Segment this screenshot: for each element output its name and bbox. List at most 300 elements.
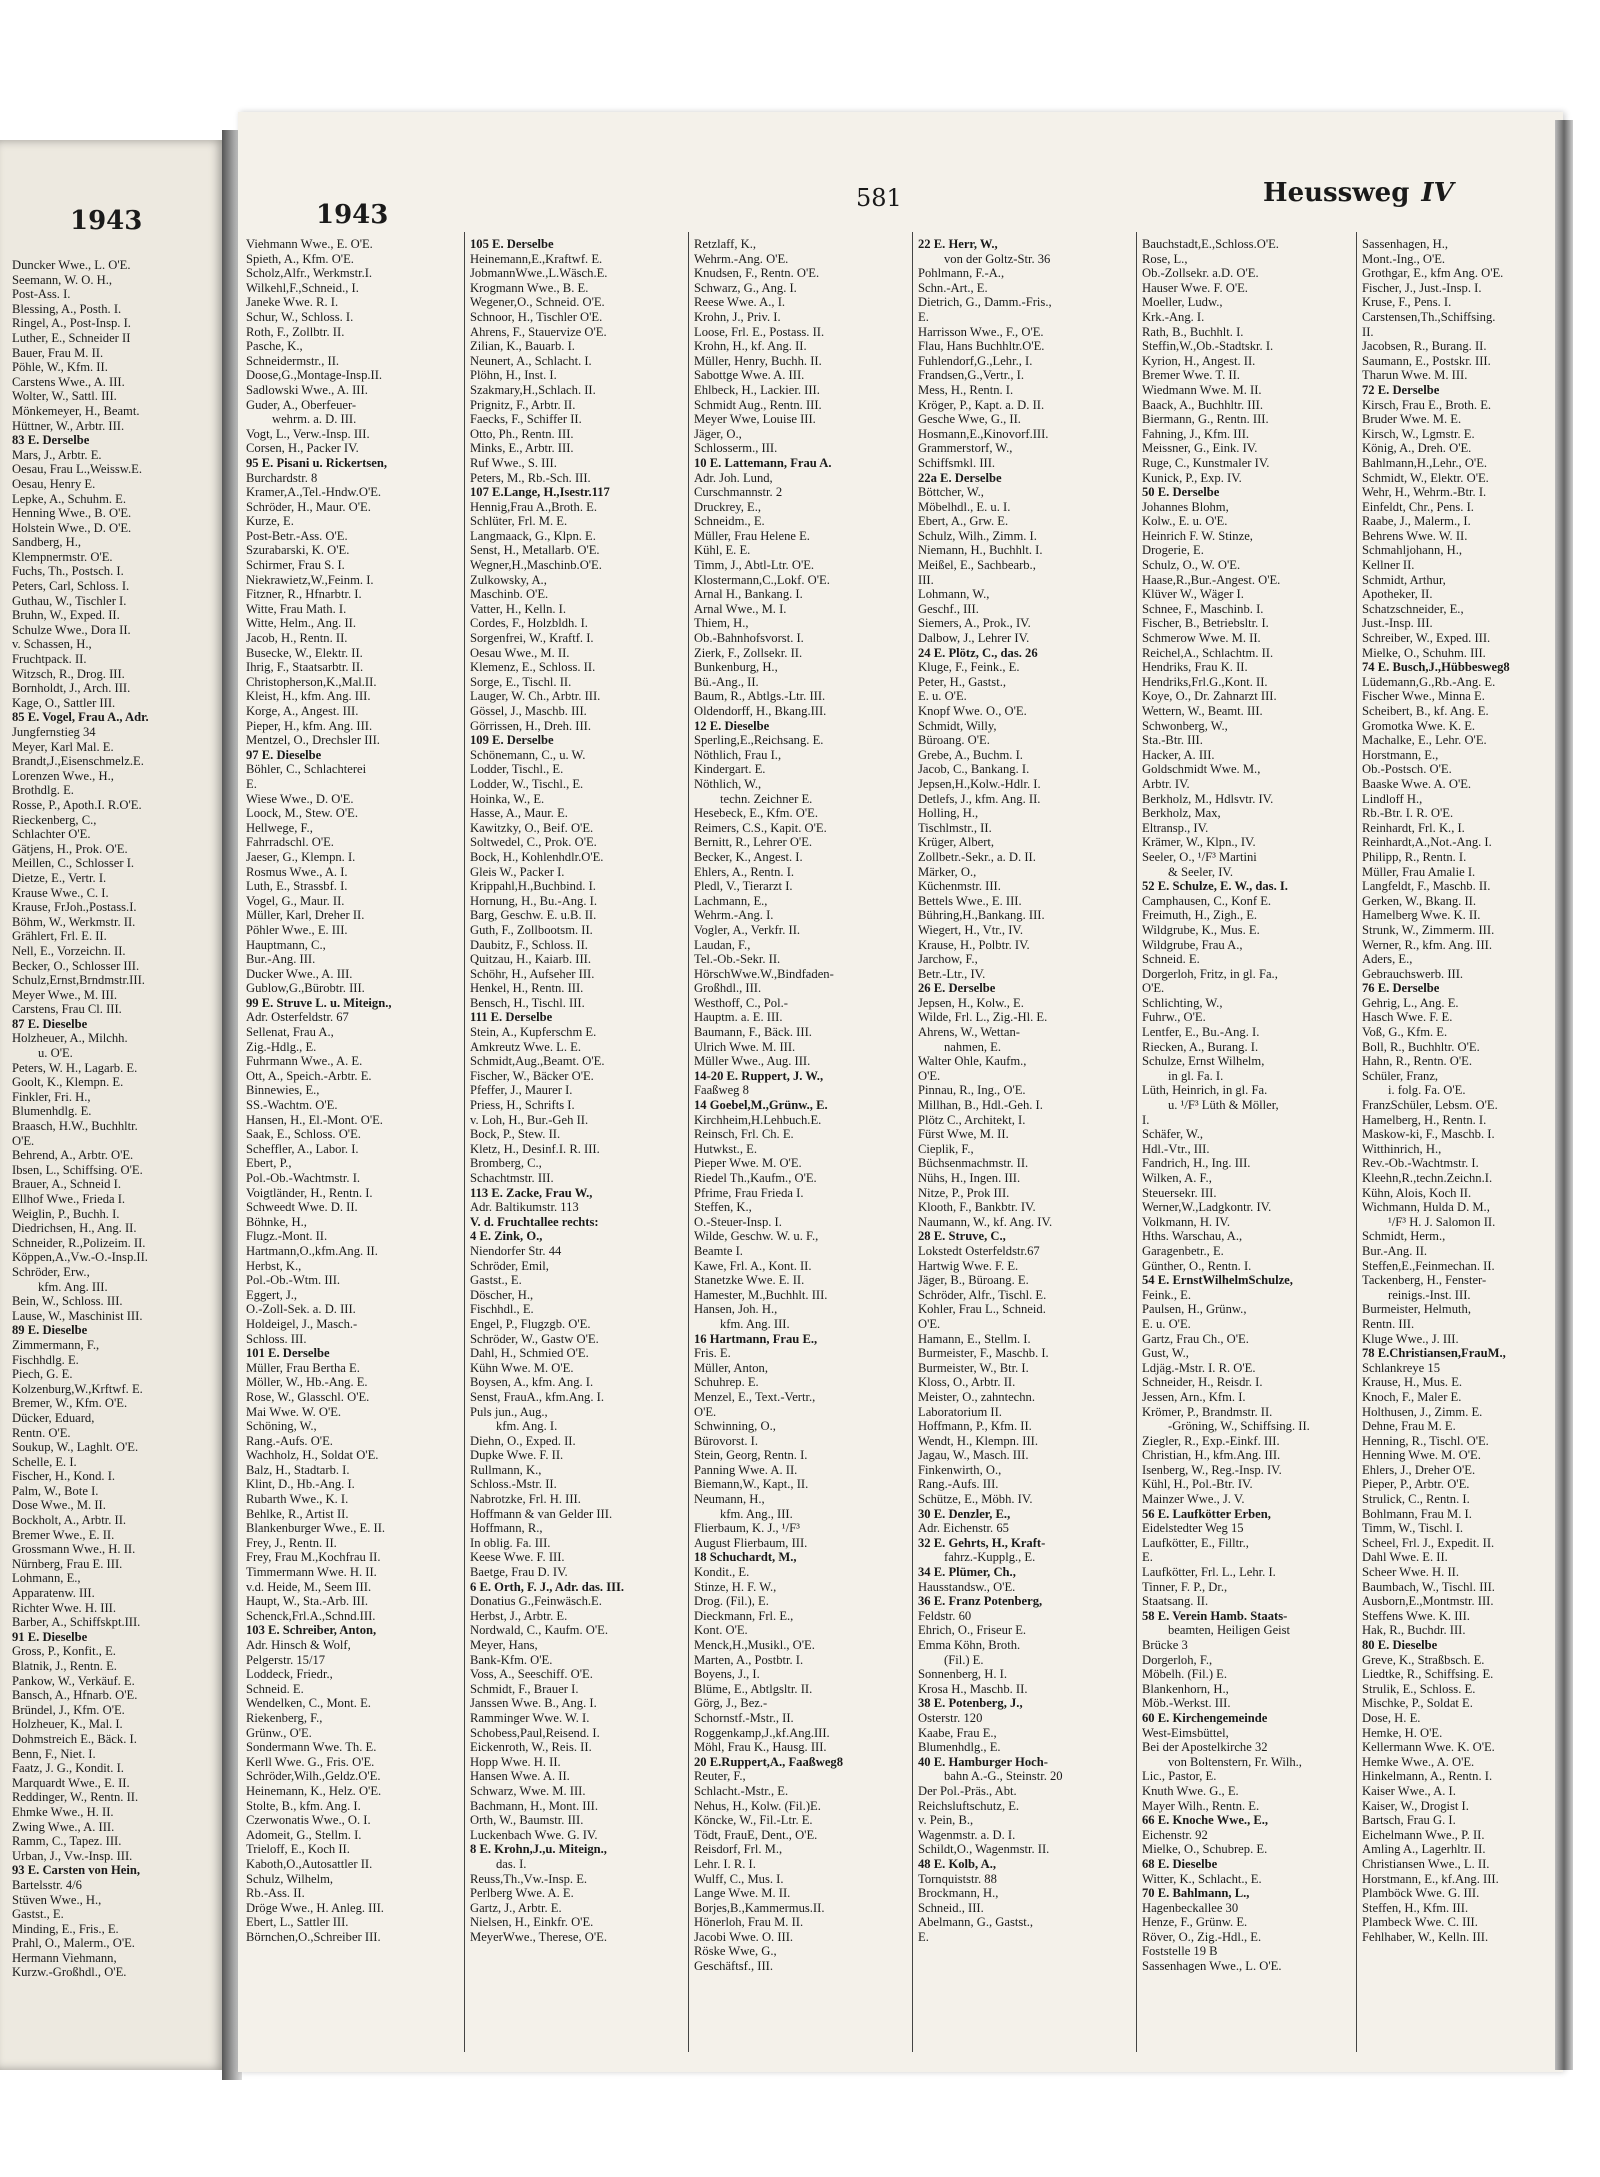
directory-entry: Stanetzke Wwe. E. II. [694, 1273, 805, 1288]
directory-entry: Hartmann,O.,kfm.Ang. II. [246, 1243, 378, 1258]
directory-entry: u. O'E. [38, 1046, 73, 1061]
directory-entry: Grossmann Wwe., H. II. [12, 1542, 136, 1557]
directory-entry: i. folg. Fa. O'E. [1388, 1083, 1466, 1098]
left-page-year: 1943 [70, 206, 143, 236]
directory-entry: Bromberg, C., [470, 1156, 542, 1171]
directory-entry: Nehus, H., Kolw. (Fil.)E. [694, 1798, 821, 1813]
directory-entry: Meister, O., zahntechn. [918, 1389, 1035, 1404]
directory-entry: Mai Wwe. W. O'E. [246, 1404, 342, 1419]
directory-entry: 52 E. Schulze, E. W., das. I. [1142, 879, 1288, 894]
directory-entry: Bettels Wwe., E. III. [918, 893, 1022, 908]
directory-entry: Dahl, H., Schmied O'E. [470, 1346, 589, 1361]
directory-entry: Panning Wwe. A. II. [694, 1462, 798, 1477]
directory-entry: Schatzschneider, E., [1362, 601, 1464, 616]
directory-entry: Jepsen, H., Kolw., E. [918, 995, 1024, 1010]
directory-entry: Mielke, O., Schubrep. E. [1142, 1842, 1268, 1857]
directory-entry: Harrisson Wwe., F., O'E. [918, 324, 1044, 339]
directory-entry: Heinemann,E.,Kraftwf. E. [470, 251, 603, 266]
directory-entry: Krüger, Albert, [918, 835, 995, 850]
directory-entry: Schornstf.-Mstr., II. [694, 1710, 794, 1725]
directory-entry: Mayer Wilh., Rentn. E. [1142, 1798, 1260, 1813]
directory-entry: Rubarth Wwe., K. I. [246, 1492, 349, 1507]
directory-entry: Kloss, O., Arbtr. II. [918, 1375, 1016, 1390]
directory-entry: Schulz,Ernst,Brndmstr.III. [12, 973, 145, 988]
directory-entry: Dröge Wwe., H. Anleg. III. [246, 1900, 384, 1915]
directory-entry: Freimuth, H., Zigh., E. [1142, 908, 1258, 923]
directory-entry: Fischer, B., Betriebsltr. I. [1142, 616, 1269, 631]
directory-entry: Küchenmstr. III. [918, 879, 1001, 894]
directory-entry: Nielsen, H., Einkfr. O'E. [470, 1915, 594, 1930]
directory-entry: Fris. E. [694, 1346, 731, 1361]
directory-entry: Schlüter, Frl. M. E. [470, 514, 568, 529]
directory-entry: Mainzer Wwe., J. V. [1142, 1492, 1245, 1507]
directory-entry: Riedel Th.,Kaufm., O'E. [694, 1171, 817, 1185]
directory-entry: Schulz, O., W. O'E. [1142, 558, 1241, 573]
directory-entry: Schmidt Aug., Rentn. III. [694, 397, 822, 412]
directory-entry: Witter, K., Schlacht., E. [1142, 1871, 1262, 1886]
directory-entry: Reuss,Th.,Vw.-Insp. E. [470, 1871, 588, 1886]
directory-entry: Machalke, E., Lehr. O'E. [1362, 733, 1487, 748]
directory-entry: 28 E. Struve, C., [918, 1229, 1006, 1244]
directory-entry: Jacob, C., Bankang. I. [918, 762, 1030, 777]
directory-entry: in gl. Fa. I. [1168, 1068, 1224, 1083]
directory-entry: Tödt, FrauE, Dent., O'E. [694, 1827, 818, 1842]
directory-entry: Burmeister, Helmuth, [1362, 1302, 1471, 1317]
directory-entry: Zilian, K., Bauarb. I. [470, 339, 575, 354]
directory-entry: Hellwege, F., [246, 820, 313, 835]
directory-entry: Mischke, P., Soldat E. [1362, 1696, 1473, 1711]
directory-entry: Wilken, A. F., [1142, 1171, 1212, 1185]
directory-entry: Knuth Wwe. G., E. [1142, 1783, 1239, 1798]
directory-entry: Jaeser, G., Klempn. I. [246, 849, 356, 864]
directory-entry: Strunk, W., Zimmerm. III. [1362, 922, 1495, 937]
directory-entry: Kunick, P., Exp. IV. [1142, 470, 1242, 485]
directory-entry: Finkenwirth, O., [918, 1462, 1002, 1477]
directory-entry: In oblig. Fa. III. [470, 1535, 551, 1550]
directory-entry: Bensch, H., Tischl. III. [470, 995, 585, 1010]
directory-entry: Ehrich, O., Friseur E. [918, 1623, 1027, 1638]
directory-entry: Sassenhagen, H., [1362, 237, 1449, 251]
directory-entry: Biemann,W., Kapt., II. [694, 1477, 809, 1492]
directory-entry: Klemenz, E., Schloss. II. [470, 660, 596, 675]
directory-entry: Bürovorst. I. [694, 1433, 759, 1448]
directory-entry: Holthusen, J., Zimm. E. [1362, 1404, 1483, 1419]
directory-entry: Fuhrw., O'E. [1142, 1010, 1206, 1025]
directory-entry: 87 E. Dieselbe [12, 1016, 88, 1031]
directory-entry: Marquardt Wwe., E. II. [12, 1775, 130, 1790]
directory-entry: Hasch Wwe. F. E. [1362, 1010, 1453, 1025]
directory-entry: Fandrich, H., Ing. III. [1142, 1156, 1251, 1171]
directory-entry: Bremer Wwe., E. II. [12, 1527, 115, 1542]
directory-entry: JobmannWwe.,L.Wäsch.E. [470, 266, 608, 281]
directory-entry: O'E. [12, 1133, 35, 1148]
directory-entry: Rose, W., Glasschl. O'E. [246, 1389, 370, 1404]
directory-entry: Finkler, Fri. H., [12, 1089, 91, 1104]
directory-entry: Guthau, W., Tischler I. [12, 593, 127, 608]
directory-entry: Schneid. E. [1142, 952, 1200, 967]
directory-entry: Schneid. E. [246, 1681, 304, 1696]
directory-entry: Günther, O., Rentn. I. [1142, 1258, 1252, 1273]
directory-entry: Christopherson,K.,Mal.II. [246, 674, 377, 689]
directory-entry: Quitzau, H., Kaiarb. III. [470, 952, 591, 967]
directory-entry: Luther, E., Schneider II [12, 330, 131, 345]
directory-entry: Rang.-Aufs. O'E. [246, 1433, 333, 1448]
directory-entry: Goldschmidt Wwe. M., [1142, 762, 1261, 777]
directory-entry: Paulsen, H., Grünw., [1142, 1302, 1247, 1317]
directory-entry: Baack, A., Buchhltr. III. [1142, 397, 1264, 412]
directory-entry: Lüdemann,G.,Rb.-Ang. E. [1362, 674, 1496, 689]
directory-entry: Bremer, W., Kfm. O'E. [12, 1396, 128, 1411]
directory-entry: Kramer,A.,Tel.-Hndw.O'E. [246, 485, 382, 500]
directory-entry: Henning Wwe. M. O'E. [1362, 1448, 1481, 1463]
directory-entry: Stein, A., Kupferschm E. [470, 1025, 597, 1040]
directory-entry: 105 E. Derselbe [470, 237, 554, 251]
column-divider [464, 232, 465, 2052]
directory-entry: Pfrime, Frau Frieda I. [694, 1185, 804, 1200]
directory-entry: Bachmann, H., Mont. III. [470, 1798, 599, 1813]
directory-entry: Jäger, B., Büroang. E. [918, 1273, 1029, 1288]
directory-entry: Klooth, F., Bankbtr. IV. [918, 1200, 1036, 1215]
directory-entry: Cieplik, F., [918, 1141, 974, 1156]
directory-entry: Großhdl., III. [694, 981, 762, 996]
directory-entry: Pieper, P., Arbtr. O'E. [1362, 1477, 1470, 1492]
directory-entry: Kühn, Alois, Koch II. [1362, 1185, 1472, 1200]
directory-entry: Roth, F., Zollbtr. II. [246, 324, 345, 339]
directory-entry: Duncker Wwe., L. O'E. [12, 258, 131, 272]
directory-entry: Schröder, Alfr., Tischl. E. [918, 1287, 1047, 1302]
directory-entry: Faaßweg 8 [694, 1083, 749, 1098]
directory-entry: Ldjäg.-Mstr. I. R. O'E. [1142, 1360, 1256, 1375]
directory-entry: Ob.-Bahnhofsvorst. I. [694, 631, 804, 646]
directory-entry: Holstein Wwe., D. O'E. [12, 520, 132, 535]
directory-entry: Witthinrich, H., [1362, 1141, 1442, 1156]
directory-entry: Werner, R., kfm. Ang. III. [1362, 937, 1492, 952]
directory-entry: Knopf Wwe. O., O'E. [918, 704, 1027, 718]
directory-column-2 [470, 237, 684, 1944]
directory-entry: 113 E. Zacke, Frau W., [470, 1185, 593, 1200]
directory-entry: kfm. Ang., III. [720, 1506, 793, 1521]
directory-entry: Mönkemeyer, H., Beamt. [12, 403, 140, 418]
directory-entry: Gehrig, L., Ang. E. [1362, 995, 1459, 1010]
directory-entry: Schmidt, Herm., [1362, 1229, 1446, 1244]
directory-entry: Ebert, A., Grw. E. [918, 514, 1009, 529]
directory-entry: Wilde, Frl. L., Zig.-Hl. E. [918, 1010, 1048, 1025]
directory-entry: Vogler, A., Verkfr. II. [694, 922, 801, 937]
directory-entry: Wiedmann Wwe. M. II. [1142, 382, 1262, 397]
directory-entry: Pledl, V., Tierarzt I. [694, 879, 793, 894]
directory-entry: Schirmer, Frau S. I. [246, 558, 345, 573]
directory-entry: Meißel, E., Sachbearb., [918, 558, 1036, 573]
directory-entry: Guth, F., Zollbootsm. II. [470, 922, 593, 937]
directory-entry: 60 E. Kirchengemeinde [1142, 1710, 1268, 1725]
directory-entry: Gastst., E. [12, 1907, 64, 1922]
directory-entry: Röske Wwe, G., [694, 1944, 777, 1959]
directory-entry: Dahl Wwe. E. II. [1362, 1550, 1448, 1565]
directory-entry: Bur.-Ang. III. [246, 952, 316, 967]
directory-entry: Lokstedt Osterfeldstr.67 [918, 1243, 1040, 1258]
directory-entry: Dorgerloh, Fritz, in gl. Fa., [1142, 966, 1278, 981]
directory-entry: Laudan, F., [694, 937, 751, 952]
directory-entry: Burmeister, F., Maschb. I. [918, 1346, 1049, 1361]
directory-entry: Schüler, Franz, [1362, 1068, 1439, 1083]
directory-entry: Detlefs, J., kfm. Ang. II. [918, 791, 1041, 806]
directory-entry: Cordes, F., Holzbldh. I. [470, 616, 588, 631]
directory-entry: Nabrotzke, Frl. H. III. [470, 1492, 581, 1507]
directory-entry: Rullmann, K., [470, 1462, 542, 1477]
directory-entry: Lentfer, E., Bu.-Ang. I. [1142, 1025, 1260, 1040]
right-page-year: 1943 [316, 200, 389, 230]
directory-entry: Nürnberg, Frau E. III. [12, 1556, 123, 1571]
directory-entry: Fischer, J., Just.-Insp. I. [1362, 280, 1482, 295]
directory-entry: Jungfernstieg 34 [12, 725, 96, 739]
directory-entry: Hagenbeckallee 30 [1142, 1900, 1239, 1915]
directory-entry: Reinhardt, Frl. K., I. [1362, 820, 1465, 835]
directory-entry: Baumann, F., Bäck. III. [694, 1025, 812, 1040]
directory-entry: Kolzenburg,W.,Krftwf. E. [12, 1381, 143, 1396]
directory-entry: Steffen, H., Kfm. III. [1362, 1900, 1469, 1915]
directory-entry: FranzSchüler, Lebsm. O'E. [1362, 1098, 1498, 1113]
directory-entry: Meillen, C., Schlosser I. [12, 856, 135, 871]
directory-entry: Rb.-Ass. II. [246, 1886, 305, 1901]
directory-entry: Arbtr. IV. [1142, 776, 1190, 791]
directory-entry: Wiegert, H., Vtr., IV. [918, 922, 1024, 937]
directory-entry: Timm, J., Abtl-Ltr. O'E. [694, 558, 815, 573]
directory-entry: Schelle, E. I. [12, 1454, 77, 1469]
directory-entry: Frandsen,G.,Vertr., I. [918, 368, 1024, 383]
directory-entry: Kyrion, H., Angest. II. [1142, 353, 1256, 368]
page-number: 581 [856, 184, 902, 212]
directory-entry: Oesau, Henry E. [12, 476, 96, 491]
directory-entry: Einfeldt, Chr., Pens. I. [1362, 499, 1474, 514]
directory-entry: 80 E. Dieselbe [1362, 1638, 1438, 1652]
directory-entry: 111 E. Derselbe [470, 1010, 553, 1025]
directory-entry: Kawe, Frl. A., Kont. II. [694, 1258, 812, 1273]
directory-entry: Hamann, E., Stellm. I. [918, 1331, 1031, 1346]
directory-entry: Schwinning, O., [694, 1419, 776, 1434]
directory-entry: Scheffler, A., Labor. I. [246, 1141, 359, 1156]
directory-entry: Kluge, F., Feink., E. [918, 660, 1020, 675]
directory-entry: Ahrens, W., Wettan- [918, 1025, 1020, 1040]
directory-entry: Spieth, A., Kfm. O'E. [246, 251, 354, 266]
directory-entry: Hauptm. a. E. III. [694, 1010, 783, 1025]
directory-entry: Doose,G.,Montage-Insp.II. [246, 368, 383, 383]
directory-entry: Seemann, W. O. H., [12, 272, 113, 287]
directory-entry: Zollbetr.-Sekr., a. D. II. [918, 849, 1036, 864]
directory-entry: Reinsch, Frl. Ch. E. [694, 1127, 794, 1142]
directory-entry: Jagau, W., Masch. III. [918, 1448, 1029, 1463]
directory-entry: Pfeffer, J., Maurer I. [470, 1083, 573, 1098]
directory-entry: Gätjens, H., Prok. O'E. [12, 841, 128, 856]
directory-entry: Schmahljohann, H., [1362, 543, 1463, 558]
directory-entry: Meyer, Karl Mal. E. [12, 739, 114, 754]
directory-entry: Blüme, E., Abtlgsltr. II. [694, 1681, 813, 1696]
directory-entry: Isenberg, W., Reg.-Insp. IV. [1142, 1462, 1282, 1477]
directory-entry: beamten, Heiligen Geist [1168, 1623, 1291, 1638]
directory-entry: Oesau, Frau L.,Weissw.E. [12, 462, 143, 477]
directory-entry: Hak, R., Buchdr. III. [1362, 1623, 1466, 1638]
directory-entry: Laufkötter, E., Filltr., [1142, 1535, 1249, 1550]
directory-entry: Ehlers, J., Dreher O'E. [1362, 1462, 1476, 1477]
directory-entry: das. I. [496, 1856, 527, 1871]
directory-entry: Greve, K., Straßbsch. E. [1362, 1652, 1485, 1667]
directory-entry: Tackenberg, H., Fenster- [1362, 1273, 1487, 1288]
directory-entry: Krause, H., Mus. E. [1362, 1375, 1463, 1390]
directory-entry: Werner,W.,Ladgkontr. IV. [1142, 1200, 1272, 1215]
directory-entry: 34 E. Plümer, Ch., [918, 1565, 1016, 1580]
directory-entry: Krogmann Wwe., B. E. [470, 280, 589, 295]
directory-entry: Märker, O., [918, 864, 977, 879]
column-divider [912, 232, 913, 2052]
directory-entry: Binnewies, E., [246, 1083, 320, 1098]
directory-entry: Eltransp., IV. [1142, 820, 1209, 835]
directory-entry: Kruse, F., Pens. I. [1362, 295, 1452, 310]
directory-entry: Steffen, K., [694, 1200, 752, 1215]
directory-entry: 24 E. Plötz, C., das. 26 [918, 645, 1038, 660]
directory-entry: Steffens Wwe. K. III. [1362, 1608, 1470, 1623]
directory-entry: 4 E. Zink, O., [470, 1229, 543, 1244]
directory-entry: Rosse, P., Apoth.I. R.O'E. [12, 797, 142, 812]
directory-entry: O'E. [918, 1316, 941, 1331]
directory-entry: Otto, Ph., Rentn. III. [470, 426, 574, 441]
directory-entry: Bohlmann, Frau M. I. [1362, 1506, 1472, 1521]
directory-entry: Schlacht.-Mstr., E. [694, 1783, 789, 1798]
directory-entry: Betr.-Ltr., IV. [918, 966, 986, 981]
directory-entry: Hoffmann & van Gelder III. [470, 1506, 613, 1521]
directory-entry: Knoch, F., Maler E. [1362, 1389, 1462, 1404]
directory-entry: Maskow-ki, F., Maschb. I. [1362, 1127, 1495, 1142]
directory-entry: Mess, H., Rentn. I. [918, 382, 1014, 397]
directory-entry: Wendt, H., Klempn. III. [918, 1433, 1038, 1448]
directory-entry: Senst, FrauA., kfm.Ang. I. [470, 1389, 604, 1404]
directory-entry: Wagenmstr. a. D. I. [918, 1827, 1016, 1842]
directory-entry: Pol.-Ob.-Wachtmstr. I. [246, 1171, 361, 1185]
directory-entry: (Fil.) E. [944, 1652, 984, 1667]
directory-entry: Stüven Wwe., H., [12, 1892, 102, 1907]
directory-entry: Minks, E., Arbtr. III. [470, 441, 574, 456]
directory-entry: Meyer, Hans, [470, 1638, 538, 1652]
directory-entry: Der Pol.-Präs., Abt. [918, 1783, 1017, 1798]
directory-entry: Fahrradschl. O'E. [246, 835, 334, 850]
directory-entry: Strulick, C., Rentn. I. [1362, 1492, 1470, 1507]
directory-entry: 93 E. Carsten von Hein, [12, 1863, 141, 1878]
directory-entry: Heinrich F. W. Stinze, [1142, 528, 1253, 543]
directory-entry: Kirchheim,H.Lehbuch.E. [694, 1112, 822, 1127]
directory-entry: Schnee, F., Maschinb. I. [1142, 601, 1264, 616]
directory-entry: Szurabarski, K. O'E. [246, 543, 350, 558]
directory-entry: bahn A.-G., Steinstr. 20 [944, 1769, 1063, 1784]
directory-entry: Hermann Viehmann, [12, 1950, 117, 1965]
directory-entry: Schmidt, Willy, [918, 718, 997, 733]
directory-entry: Schönemann, C., u. W. [470, 747, 586, 762]
directory-entry: E. [918, 1929, 929, 1944]
directory-entry: Pelgerstr. 15/17 [246, 1652, 326, 1667]
directory-entry: Walter Ohle, Kaufm., [918, 1054, 1027, 1069]
directory-entry: Schn.-Art., E. [918, 280, 988, 295]
directory-entry: Sonnenberg, H. I. [918, 1667, 1007, 1682]
directory-entry: Schäfer, W., [1142, 1127, 1204, 1142]
directory-entry: Möller, W., Hb.-Ang. E. [246, 1375, 368, 1390]
directory-entry: Kerll Wwe. G., Fris. O'E. [246, 1754, 375, 1769]
directory-entry: Ebert, L., Sattler III. [246, 1915, 349, 1930]
directory-entry: Boyens, J., I. [694, 1667, 760, 1682]
directory-entry: Becker, O., Schlosser III. [12, 958, 140, 973]
directory-entry: Millhan, B., Hdl.-Geh. I. [918, 1098, 1043, 1113]
directory-entry: O'E. [918, 1068, 941, 1083]
directory-entry: Berkholz, Max, [1142, 806, 1221, 821]
directory-entry: Schmidt, W., Elektr. O'E. [1362, 470, 1489, 485]
directory-entry: Guder, A., Oberfeuer- [246, 397, 357, 412]
directory-entry: Jacobi Wwe. O. III. [694, 1929, 794, 1944]
directory-entry: Kluge Wwe., J. III. [1362, 1331, 1459, 1346]
directory-entry: 109 E. Derselbe [470, 733, 554, 748]
directory-entry: Müller, Anton, [694, 1360, 769, 1375]
directory-entry: Fischer Wwe., Minna E. [1362, 689, 1485, 704]
directory-entry: Drogerie, E. [1142, 543, 1204, 558]
directory-entry: Böhler, C., Schlachterei [246, 762, 367, 777]
directory-entry: fahrz.-Kupplg., E. [944, 1550, 1036, 1565]
street-name: Heussweg [1263, 178, 1410, 208]
directory-entry: Osterstr. 120 [918, 1710, 983, 1725]
directory-entry: Kröger, P., Kapt. a. D. II. [918, 397, 1045, 412]
directory-entry: Bruder Wwe. M. E. [1362, 412, 1462, 427]
directory-entry: Hausstandsw., O'E. [918, 1579, 1016, 1594]
directory-entry: Philipp, R., Rentn. I. [1362, 849, 1467, 864]
directory-entry: Bauer, Frau M. II. [12, 345, 104, 360]
directory-entry: Kletz, H., Desinf.I. R. III. [470, 1141, 600, 1156]
directory-entry: Gastst., E. [470, 1273, 522, 1288]
directory-entry: Saak, E., Schloss. O'E. [246, 1127, 361, 1142]
directory-entry: Reimers, C.S., Kapit. O'E. [694, 820, 827, 835]
directory-entry: Nell, E., Vorzeichn. II. [12, 943, 126, 958]
directory-entry: Röver, O., Zig.-Hdl., E. [1142, 1929, 1262, 1944]
directory-entry: Fischer, W., Bäcker O'E. [470, 1068, 594, 1083]
directory-entry: Dietze, E., Vertr. I. [12, 870, 107, 885]
directory-entry: Wilkehl,F.,Schneid., I. [246, 280, 359, 295]
directory-entry: Ob.-Postsch. O'E. [1362, 762, 1452, 777]
directory-entry: Stolte, B., kfm. Ang. I. [246, 1798, 361, 1813]
directory-entry: Strulik, E., Schloss. E. [1362, 1681, 1476, 1696]
directory-entry: Dalbow, J., Lehrer IV. [918, 631, 1030, 646]
directory-entry: Vogt, L., Verw.-Insp. III. [246, 426, 370, 441]
directory-column-6 [1362, 237, 1558, 1944]
directory-entry: Brockmann, H., [918, 1886, 999, 1901]
directory-entry: Szakmary,H.,Schlach. II. [470, 382, 596, 397]
directory-entry: Reichsluftschutz, E. [918, 1798, 1020, 1813]
directory-entry: Fitzner, R., Hfnarbtr. I. [246, 587, 362, 602]
directory-entry: Frey, Frau M.,Kochfrau II. [246, 1550, 381, 1565]
directory-entry: Gleis W., Packer I. [470, 864, 565, 879]
directory-entry: Dietrich, G., Damm.-Fris., [918, 295, 1052, 310]
directory-entry: Feink., E. [1142, 1287, 1191, 1302]
directory-entry: Berkholz, M., Hdlsvtr. IV. [1142, 791, 1274, 806]
directory-entry: Bansch, A., Hfnarb. O'E. [12, 1688, 138, 1703]
directory-entry: II. [1362, 324, 1374, 339]
directory-entry: Schneider, R.,Polizeim. II. [12, 1235, 146, 1250]
directory-entry: 6 E. Orth, F. J., Adr. das. III. [470, 1579, 625, 1594]
directory-entry: Boysen, A., kfm. Ang. I. [470, 1375, 594, 1390]
directory-entry: Henning Wwe., B. O'E. [12, 506, 132, 521]
directory-entry: Fuhlendorf,G.,Lehr., I. [918, 353, 1033, 368]
directory-entry: Piech, G. E. [12, 1367, 73, 1382]
directory-entry: Krippahl,H.,Buchbind. I. [470, 879, 596, 894]
directory-entry: Abelmann, G., Gastst., [918, 1915, 1034, 1930]
directory-entry: Sassenhagen Wwe., L. O'E. [1142, 1959, 1282, 1974]
directory-entry: Klostermann,C.,Lokf. O'E. [694, 572, 830, 587]
directory-entry: Pinnau, R., Ing., O'E. [918, 1083, 1026, 1098]
directory-entry: 74 E. Busch,J.,Hübbesweg8 [1362, 660, 1510, 675]
directory-entry: Witzsch, R., Drog. III. [12, 666, 125, 681]
directory-entry: Nordwald, C., Kaufm. O'E. [470, 1623, 608, 1638]
